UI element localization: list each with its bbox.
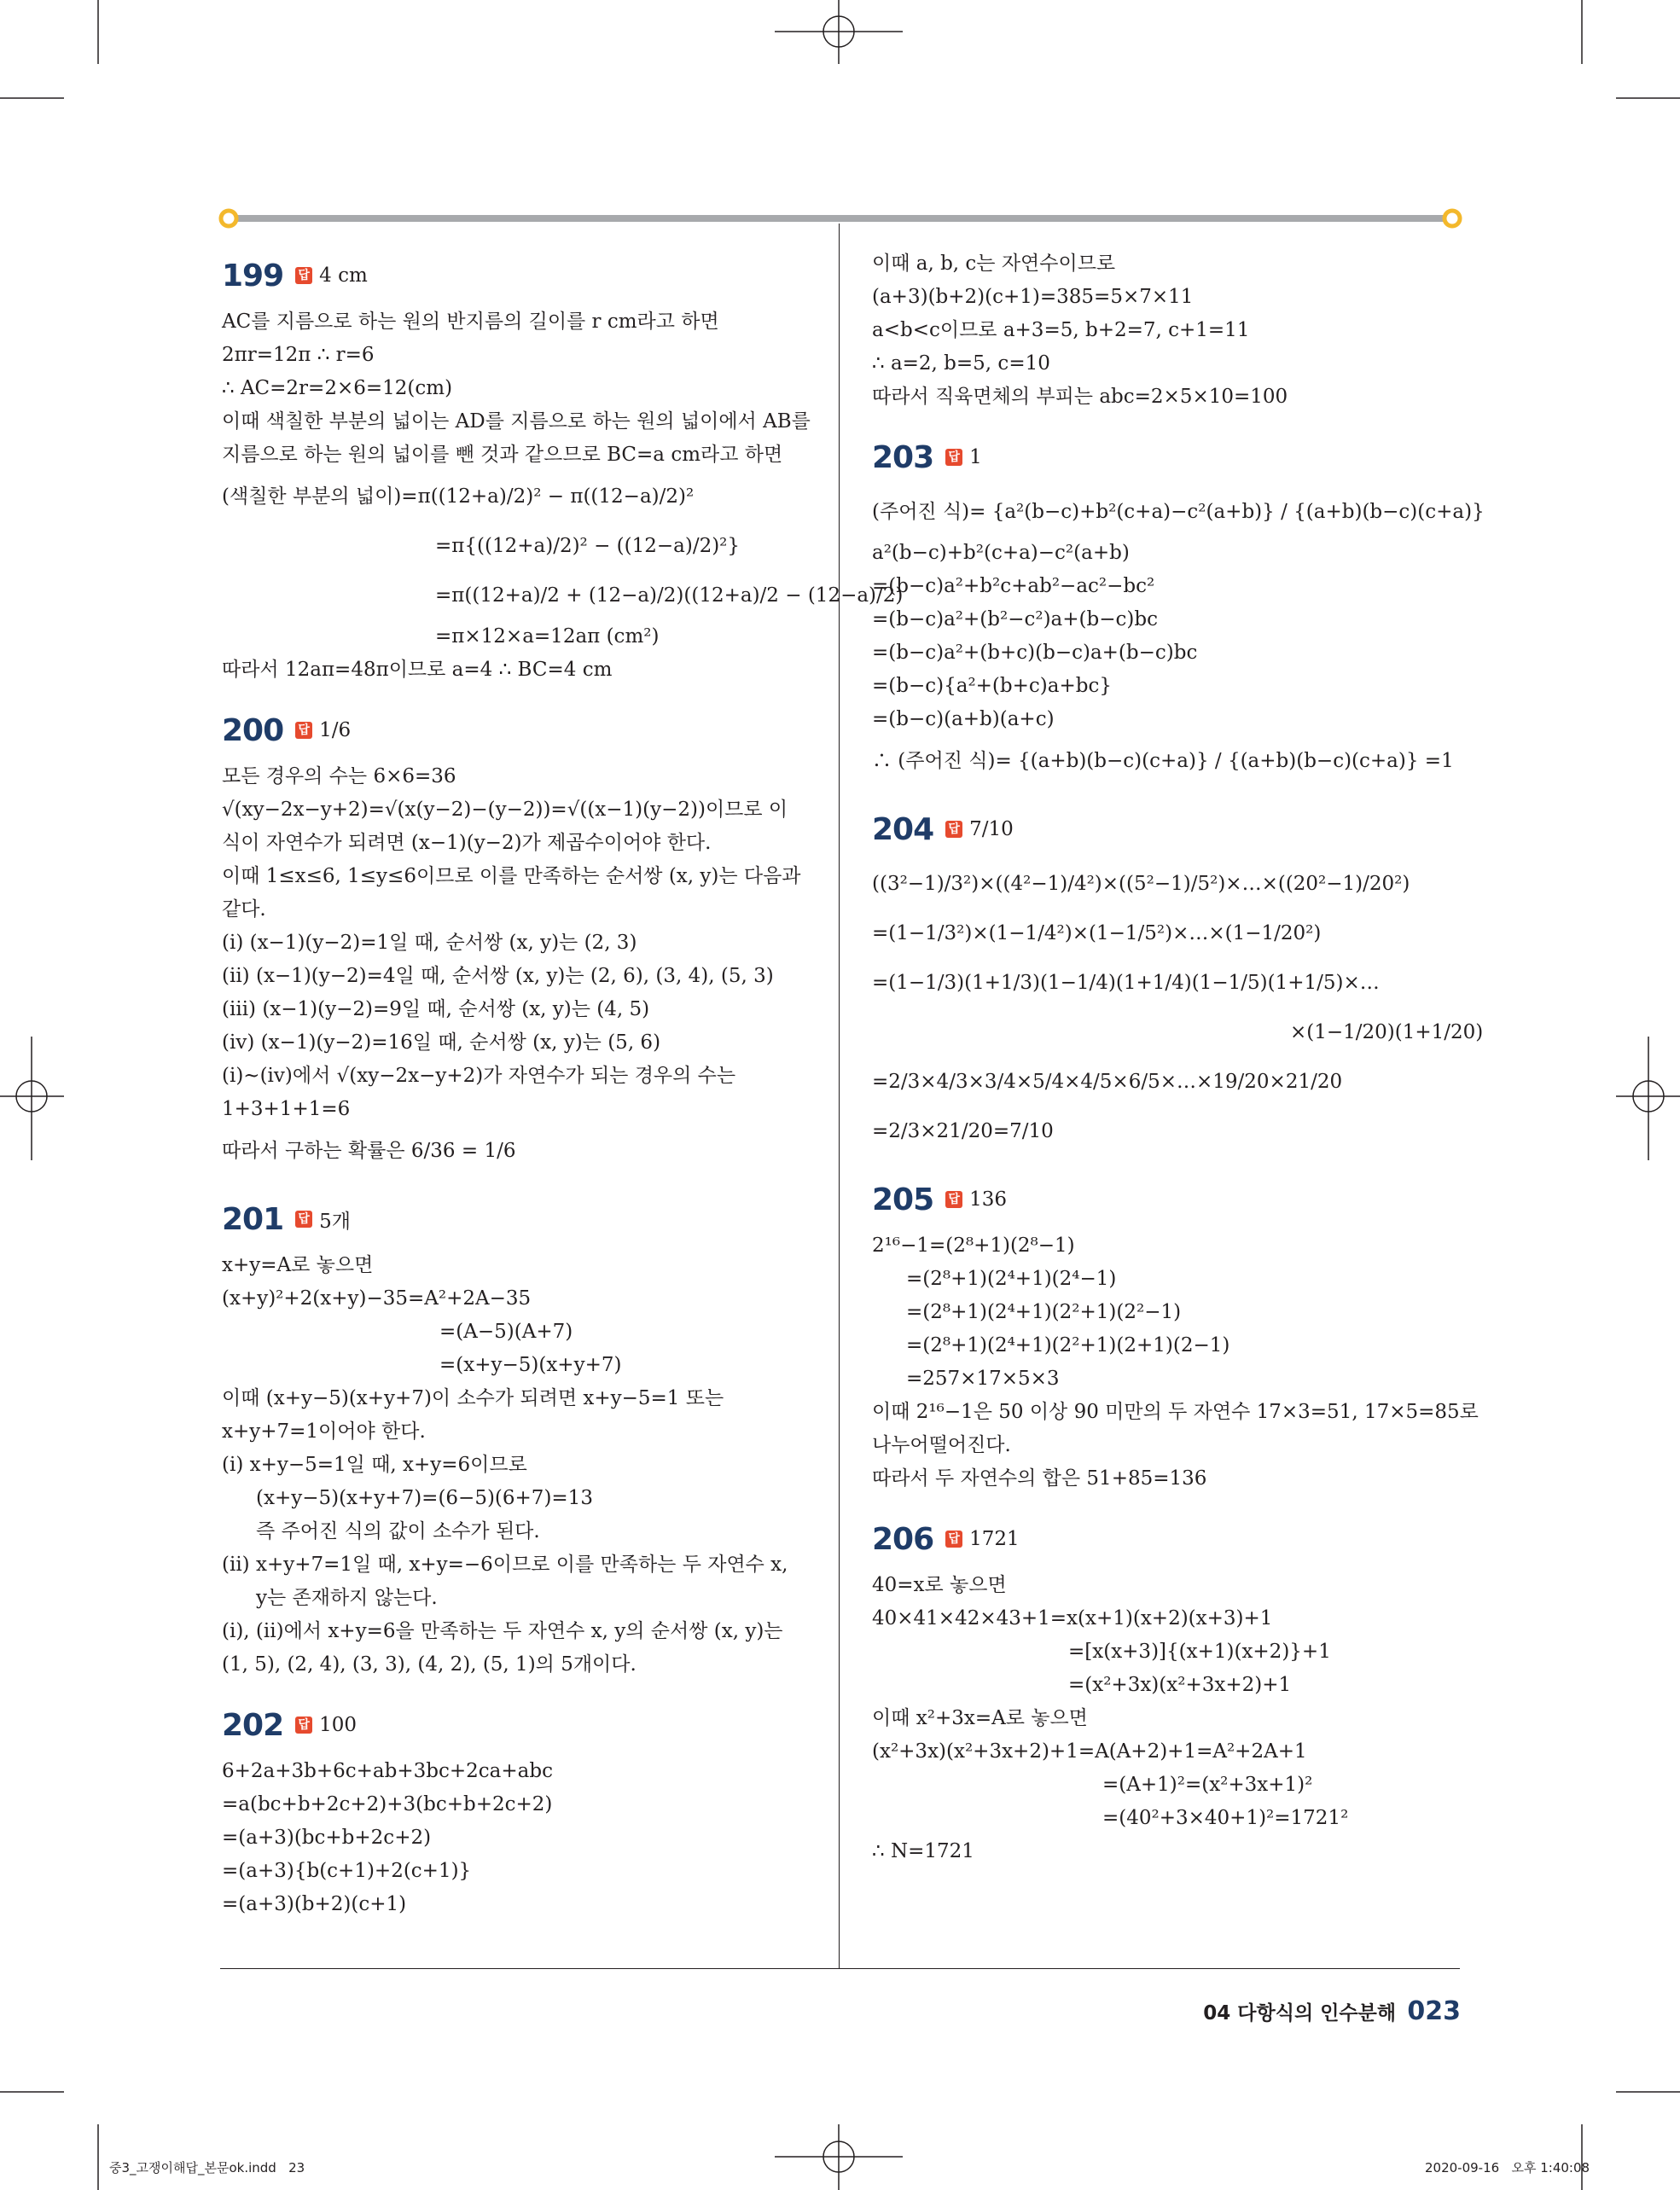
answer-badge-icon: 답 xyxy=(295,1211,312,1228)
solution-line: (주어진 식)= {a²(b−c)+b²(c+a)−c²(a+b)} / {(a+b)(b−c)(c+a)} xyxy=(872,501,1485,523)
solution-line: a<b<c이므로 a+3=5, b+2=7, c+1=11 xyxy=(872,319,1250,341)
solution-line: 같다. xyxy=(222,898,266,921)
solution-line: =(2⁸+1)(2⁴+1)(2²+1)(2²−1) xyxy=(906,1301,1182,1323)
solution-line: 2¹⁶−1=(2⁸+1)(2⁸−1) xyxy=(872,1234,1075,1257)
solution-line: 이때 1≤x≤6, 1≤y≤6이므로 이를 만족하는 순서쌍 (x, y)는 다음과 xyxy=(222,865,801,887)
solution-line: (ⅲ) (x−1)(y−2)=9일 때, 순서쌍 (x, y)는 (4, 5) xyxy=(222,998,650,1020)
solution-line: x+y=A로 놓으면 xyxy=(222,1254,374,1276)
solution-line: (x²+3x)(x²+3x+2)+1=A(A+2)+1=A²+2A+1 xyxy=(872,1740,1307,1763)
problem-number: 203 xyxy=(872,439,934,475)
answer-badge-icon: 답 xyxy=(945,1191,962,1208)
answer-badge-icon: 답 xyxy=(295,1717,312,1734)
solution-line: 6+2a+3b+6c+ab+3bc+2ca+abc xyxy=(222,1760,553,1782)
solution-line: =(b−c){a²+(b+c)a+bc} xyxy=(872,675,1112,697)
column-divider xyxy=(839,224,840,1968)
solution-line: =π{((12+a)/2)² − ((12−a)/2)²} xyxy=(435,535,741,557)
solution-line: 나누어떨어진다. xyxy=(872,1434,1011,1456)
answer-badge-icon: 답 xyxy=(295,722,312,739)
solution-line: 40=x로 놓으면 xyxy=(872,1574,1007,1596)
solution-line: 모든 경우의 수는 6×6=36 xyxy=(222,765,456,787)
solution-line: =a(bc+b+2c+2)+3(bc+b+2c+2) xyxy=(222,1793,553,1815)
file-info: 중3_고쟁이해답_본문ok.indd 23 xyxy=(109,2160,305,2175)
solution-line: =(2⁸+1)(2⁴+1)(2²+1)(2+1)(2−1) xyxy=(906,1334,1230,1356)
solution-line: =(b−c)a²+(b+c)(b−c)a+(b−c)bc xyxy=(872,642,1198,664)
solution-line: =(b−c)a²+b²c+ab²−ac²−bc² xyxy=(872,575,1155,597)
solution-line: (ⅰ) (x−1)(y−2)=1일 때, 순서쌍 (x, y)는 (2, 3) xyxy=(222,932,637,954)
solution-line: (x+y)²+2(x+y)−35=A²+2A−35 xyxy=(222,1287,532,1310)
solution-line: (ⅱ) (x−1)(y−2)=4일 때, 순서쌍 (x, y)는 (2, 6), (3, 4), (5, 3) xyxy=(222,965,774,987)
problem-answer: 7/10 xyxy=(969,818,1014,840)
solution-line: =(1−1/3)(1+1/3)(1−1/4)(1+1/4)(1−1/5)(1+1/5)×… xyxy=(872,972,1380,994)
problem-number: 204 xyxy=(872,811,934,847)
solution-line: (1, 5), (2, 4), (3, 3), (4, 2), (5, 1)의 5개이다. xyxy=(222,1653,637,1676)
solution-line: x+y+7=1이어야 한다. xyxy=(222,1420,426,1443)
answer-badge-icon: 답 xyxy=(945,821,962,838)
problem-header xyxy=(872,438,1469,477)
solution-line: (x+y−5)(x+y+7)=(6−5)(6+7)=13 xyxy=(256,1487,593,1509)
bottom-rule xyxy=(220,1968,1460,1969)
solution-line: 이때 색칠한 부분의 넓이는 AD를 지름으로 하는 원의 넓이에서 AB를 xyxy=(222,410,811,433)
solution-line: 따라서 직육면체의 부피는 abc=2×5×10=100 xyxy=(872,386,1288,408)
solution-line: =[x(x+3)]{(x+1)(x+2)}+1 xyxy=(1068,1641,1331,1663)
answer-badge-icon: 답 xyxy=(945,449,962,466)
solution-line: 1+3+1+1=6 xyxy=(222,1098,351,1120)
problem-answer: 1/6 xyxy=(319,719,352,741)
solution-line: 지름으로 하는 원의 넓이를 뺀 것과 같으므로 BC=a cm라고 하면 xyxy=(222,444,783,466)
solution-line: (ⅰ)~(ⅳ)에서 √(xy−2x−y+2)가 자연수가 되는 경우의 수는 xyxy=(222,1065,736,1087)
solution-line: =(x+y−5)(x+y+7) xyxy=(439,1354,622,1376)
problem-answer: 4 cm xyxy=(319,264,368,287)
problem-answer: 1721 xyxy=(969,1528,1020,1550)
problem-header xyxy=(872,810,1469,849)
problem-number: 201 xyxy=(222,1201,284,1237)
solution-line: =2/3×21/20=7/10 xyxy=(872,1120,1054,1142)
solution-line: =π((12+a)/2 + (12−a)/2)((12+a)/2 − (12−a)/2) xyxy=(435,584,904,607)
solution-line: a²(b−c)+b²(c+a)−c²(a+b) xyxy=(872,542,1130,564)
solution-line: =(a+3){b(c+1)+2(c+1)} xyxy=(222,1860,472,1882)
solution-line: √(xy−2x−y+2)=√(x(y−2)−(y−2))=√((x−1)(y−2))이므로 이 xyxy=(222,799,788,821)
solution-line: 이때 2¹⁶−1은 50 이상 90 미만의 두 자연수 17×3=51, 17×5=85로 xyxy=(872,1401,1479,1423)
problem-number: 206 xyxy=(872,1521,934,1557)
problem-number: 199 xyxy=(222,258,284,293)
answer-badge-icon: 답 xyxy=(945,1531,962,1548)
problem-header xyxy=(222,711,819,750)
solution-line: 따라서 구하는 확률은 6/36 = 1/6 xyxy=(222,1140,516,1162)
solution-line: (ⅱ) x+y+7=1일 때, x+y=−6이므로 이를 만족하는 두 자연수 x, xyxy=(222,1554,788,1576)
right-column xyxy=(872,247,1485,1868)
solution-line: =(40²+3×40+1)²=1721² xyxy=(1102,1807,1349,1829)
chapter-label: 04 다항식의 인수분해 xyxy=(1203,2002,1397,2024)
solution-line: 따라서 두 자연수의 합은 51+85=136 xyxy=(872,1467,1207,1490)
solution-line: =2/3×4/3×3/4×5/4×4/5×6/5×…×19/20×21/20 xyxy=(872,1071,1343,1093)
solution-line: =(A+1)²=(x²+3x+1)² xyxy=(1102,1774,1313,1796)
solution-line: ∴ N=1721 xyxy=(872,1840,974,1862)
solution-line: 따라서 12aπ=48π이므로 a=4 ∴ BC=4 cm xyxy=(222,659,613,681)
solution-line: (ⅳ) (x−1)(y−2)=16일 때, 순서쌍 (x, y)는 (5, 6) xyxy=(222,1031,661,1054)
solution-line: ∴ AC=2r=2×6=12(cm) xyxy=(222,377,453,399)
problem-number: 200 xyxy=(222,712,284,748)
problem-header xyxy=(222,1200,819,1239)
solution-line: ×(1−1/20)(1+1/20) xyxy=(1290,1021,1484,1043)
answer-badge-icon: 답 xyxy=(295,267,312,284)
solution-line: =π×12×a=12aπ (cm²) xyxy=(435,625,660,648)
problem-answer: 1 xyxy=(969,446,982,468)
solution-line: =(b−c)a²+(b²−c²)a+(b−c)bc xyxy=(872,608,1158,630)
problem-header xyxy=(222,256,819,295)
solution-line: ∴ a=2, b=5, c=10 xyxy=(872,352,1050,375)
problem-header xyxy=(222,1705,819,1745)
solution-line: 즉 주어진 식의 값이 소수가 된다. xyxy=(256,1520,540,1542)
solution-line: =(1−1/3²)×(1−1/4²)×(1−1/5²)×…×(1−1/20²) xyxy=(872,922,1322,944)
solution-line: (ⅰ), (ⅱ)에서 x+y=6을 만족하는 두 자연수 x, y의 순서쌍 (x, y)는 xyxy=(222,1620,783,1642)
solution-line: (색칠한 부분의 넓이)=π((12+a)/2)² − π((12−a)/2)² xyxy=(222,485,695,508)
solution-line: ((3²−1)/3²)×((4²−1)/4²)×((5²−1)/5²)×…×((20²−1)/20²) xyxy=(872,873,1410,895)
print-timestamp: 2020-09-16 오후 1:40:08 xyxy=(1425,2160,1590,2175)
solution-line: =(2⁸+1)(2⁴+1)(2⁴−1) xyxy=(906,1268,1117,1290)
solution-line: =(b−c)(a+b)(a+c) xyxy=(872,708,1055,730)
problem-answer: 136 xyxy=(969,1188,1008,1211)
page-number: 023 xyxy=(1407,1996,1461,2026)
solution-line: =(a+3)(bc+b+2c+2) xyxy=(222,1827,432,1849)
solution-line: 식이 자연수가 되려면 (x−1)(y−2)가 제곱수이어야 한다. xyxy=(222,832,712,854)
solution-line: AC를 지름으로 하는 원의 반지름의 길이를 r cm라고 하면 xyxy=(222,311,719,333)
page-footer xyxy=(1152,1996,1461,2026)
solution-line: 40×41×42×43+1=x(x+1)(x+2)(x+3)+1 xyxy=(872,1607,1273,1629)
problem-answer: 5개 xyxy=(319,1210,352,1233)
problem-number: 202 xyxy=(222,1707,284,1743)
solution-line: =(a+3)(b+2)(c+1) xyxy=(222,1893,407,1915)
header-bar xyxy=(218,207,1463,229)
problem-number: 205 xyxy=(872,1182,934,1217)
solution-line: y는 존재하지 않는다. xyxy=(256,1587,438,1609)
problem-header xyxy=(872,1180,1469,1219)
solution-line: 이때 x²+3x=A로 놓으면 xyxy=(872,1707,1088,1729)
solution-line: 이때 a, b, c는 자연수이므로 xyxy=(872,253,1116,275)
solution-line: =(x²+3x)(x²+3x+2)+1 xyxy=(1068,1674,1292,1696)
solution-line: 2πr=12π ∴ r=6 xyxy=(222,344,375,366)
solution-line: =(A−5)(A+7) xyxy=(439,1321,573,1343)
solution-line: (ⅰ) x+y−5=1일 때, x+y=6이므로 xyxy=(222,1454,527,1476)
solution-line: (a+3)(b+2)(c+1)=385=5×7×11 xyxy=(872,286,1194,308)
solution-line: =257×17×5×3 xyxy=(906,1368,1060,1390)
solution-line: 이때 (x+y−5)(x+y+7)이 소수가 되려면 x+y−5=1 또는 xyxy=(222,1387,724,1409)
solution-line: ∴ (주어진 식)= {(a+b)(b−c)(c+a)} / {(a+b)(b−c)(c+a)} =1 xyxy=(872,750,1454,772)
problem-answer: 100 xyxy=(319,1714,358,1736)
problem-header xyxy=(872,1519,1469,1559)
